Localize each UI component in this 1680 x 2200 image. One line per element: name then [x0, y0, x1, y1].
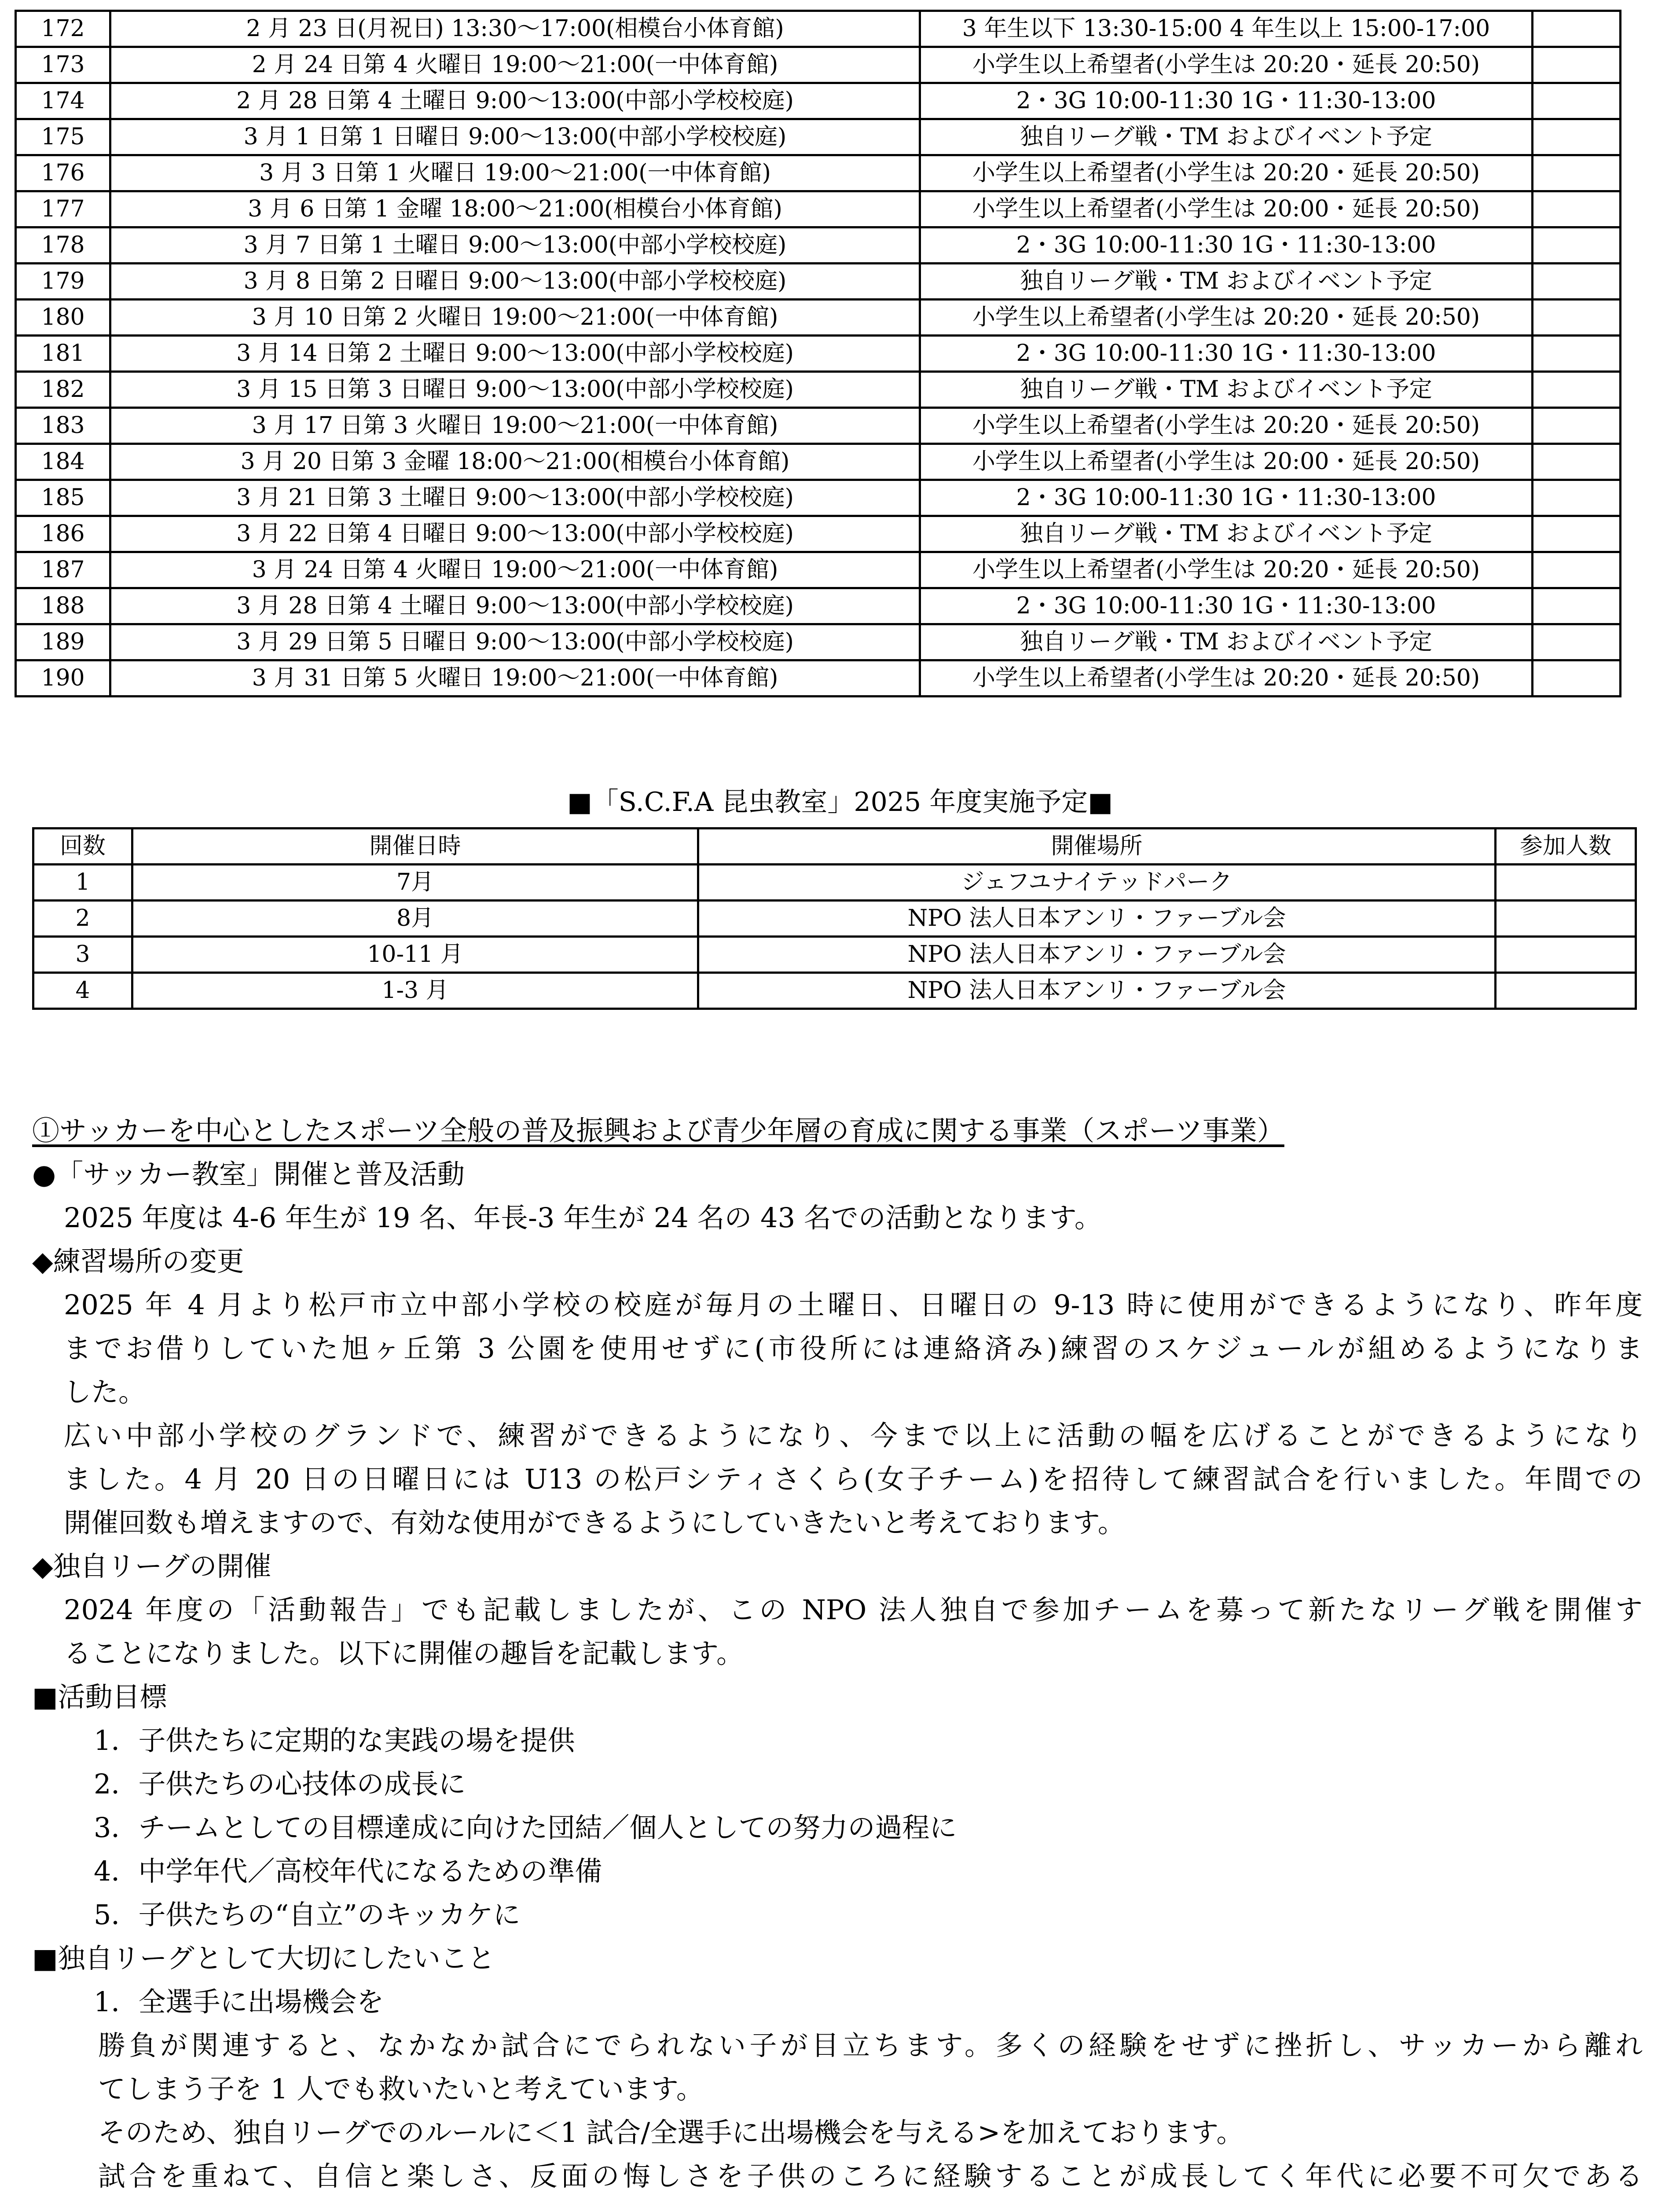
schedule-datetime: 3 月 7 日第 1 土曜日 9:00～13:00(中部小学校校庭): [110, 227, 920, 264]
schedule-blank: [1533, 624, 1621, 660]
schedule-blank: [1533, 588, 1621, 624]
goal-item: 3．チームとしての目標達成に向けた団結／個人としての努力の過程に: [94, 1811, 957, 1844]
schedule-datetime: 3 月 29 日第 5 日曜日 9:00～13:00(中部小学校校庭): [110, 624, 920, 660]
schedule-blank: [1533, 264, 1621, 300]
schedule-row: [16, 372, 1621, 408]
schedule-row: [16, 588, 1621, 624]
schedule-blank: [1533, 83, 1621, 119]
insect-date: 8月: [132, 901, 698, 937]
schedule-note: 2・3G 10:00-11:30 1G・11:30-13:00: [920, 480, 1533, 516]
schedule-row: [16, 119, 1621, 155]
schedule-note: 2・3G 10:00-11:30 1G・11:30-13:00: [920, 588, 1533, 624]
league-text-line: 2024 年度の「活動報告」でも記載しましたが、この NPO 法人独自で参加チームを募って新たなリーグ戦を開催す: [64, 1594, 1643, 1626]
schedule-row: [16, 227, 1621, 264]
schedule-no: 179: [16, 264, 110, 300]
schedule-row: [16, 83, 1621, 119]
schedule-blank: [1533, 552, 1621, 588]
insect-table-header: [33, 829, 1636, 865]
schedule-note: 小学生以上希望者(小学生は 20:20・延長 20:50): [920, 300, 1533, 336]
practice-schedule-table: [15, 10, 1621, 697]
insect-place: NPO 法人日本アンリ・ファーブル会: [698, 973, 1496, 1009]
insect-date: 10-11 月: [132, 937, 698, 973]
schedule-blank: [1533, 336, 1621, 372]
insect-count: [1496, 973, 1636, 1009]
league-title: ◆独自リーグの開催: [32, 1550, 271, 1582]
value-text-line: 勝負が関連すると、なかなか試合にでられない子が目立ちます。多くの経験をせずに挫折し、サッカーから離れ: [98, 2029, 1643, 2061]
schedule-note: 小学生以上希望者(小学生は 20:20・延長 20:50): [920, 660, 1533, 697]
insect-count: [1496, 865, 1636, 901]
schedule-no: 182: [16, 372, 110, 408]
schedule-row: [16, 516, 1621, 552]
schedule-blank: [1533, 660, 1621, 697]
schedule-row: [16, 444, 1621, 480]
schedule-row: [16, 47, 1621, 83]
schedule-note: 2・3G 10:00-11:30 1G・11:30-13:00: [920, 336, 1533, 372]
schedule-blank: [1533, 11, 1621, 47]
schedule-row: [16, 336, 1621, 372]
school-title: ●「サッカー教室」開催と普及活動: [32, 1158, 465, 1190]
venue-text-line: ました。4 月 20 日の日曜日には U13 の松戸シティさくら(女子チーム)を招待して練習試合を行いました。年間での: [64, 1463, 1643, 1495]
schedule-note: 2・3G 10:00-11:30 1G・11:30-13:00: [920, 227, 1533, 264]
schedule-no: 180: [16, 300, 110, 336]
schedule-datetime: 3 月 21 日第 3 土曜日 9:00～13:00(中部小学校校庭): [110, 480, 920, 516]
schedule-datetime: 3 月 24 日第 4 火曜日 19:00～21:00(一中体育館): [110, 552, 920, 588]
insect-no: 2: [33, 901, 132, 937]
schedule-blank: [1533, 444, 1621, 480]
insect-count: [1496, 901, 1636, 937]
insect-row: [33, 937, 1636, 973]
insect-no: 3: [33, 937, 132, 973]
schedule-note: 独自リーグ戦・TM およびイベント予定: [920, 264, 1533, 300]
schedule-no: 185: [16, 480, 110, 516]
header-count: 参加人数: [1496, 829, 1636, 865]
schedule-datetime: 3 月 22 日第 4 日曜日 9:00～13:00(中部小学校校庭): [110, 516, 920, 552]
insect-no: 1: [33, 865, 132, 901]
schedule-datetime: 3 月 8 日第 2 日曜日 9:00～13:00(中部小学校校庭): [110, 264, 920, 300]
schedule-note: 小学生以上希望者(小学生は 20:20・延長 20:50): [920, 47, 1533, 83]
insect-place: NPO 法人日本アンリ・ファーブル会: [698, 901, 1496, 937]
venue-text-line: までお借りしていた旭ヶ丘第 3 公園を使用せずに(市役所には連絡済み)練習のスケジュールが組めるようになりま: [64, 1332, 1643, 1364]
schedule-row: [16, 191, 1621, 227]
schedule-blank: [1533, 480, 1621, 516]
insect-place: NPO 法人日本アンリ・ファーブル会: [698, 937, 1496, 973]
schedule-datetime: 3 月 3 日第 1 火曜日 19:00～21:00(一中体育館): [110, 155, 920, 191]
venue-text-line: 広い中部小学校のグランドで、練習ができるようになり、今まで以上に活動の幅を広げることができるようになり: [64, 1419, 1643, 1452]
schedule-note: 独自リーグ戦・TM およびイベント予定: [920, 624, 1533, 660]
schedule-row: [16, 624, 1621, 660]
schedule-note: 小学生以上希望者(小学生は 20:20・延長 20:50): [920, 408, 1533, 444]
schedule-datetime: 2 月 23 日(月祝日) 13:30～17:00(相模台小体育館): [110, 11, 920, 47]
insect-date: 1-3 月: [132, 973, 698, 1009]
insect-row: [33, 973, 1636, 1009]
schedule-blank: [1533, 227, 1621, 264]
insect-class-table: [32, 827, 1637, 1010]
schedule-datetime: 3 月 1 日第 1 日曜日 9:00～13:00(中部小学校校庭): [110, 119, 920, 155]
schedule-note: 2・3G 10:00-11:30 1G・11:30-13:00: [920, 83, 1533, 119]
venue-text-line: 開催回数も増えますので、有効な使用ができるようにしていきたいと考えております。: [64, 1507, 1125, 1539]
schedule-blank: [1533, 155, 1621, 191]
schedule-no: 187: [16, 552, 110, 588]
goal-item: 2．子供たちの心技体の成長に: [94, 1768, 466, 1800]
schedule-datetime: 3 月 10 日第 2 火曜日 19:00～21:00(一中体育館): [110, 300, 920, 336]
insect-row: [33, 901, 1636, 937]
insect-count: [1496, 937, 1636, 973]
schedule-blank: [1533, 516, 1621, 552]
schedule-blank: [1533, 47, 1621, 83]
schedule-row: [16, 155, 1621, 191]
schedule-row: [16, 660, 1621, 697]
schedule-no: 184: [16, 444, 110, 480]
schedule-no: 189: [16, 624, 110, 660]
schedule-blank: [1533, 119, 1621, 155]
schedule-no: 175: [16, 119, 110, 155]
schedule-no: 181: [16, 336, 110, 372]
schedule-note: 小学生以上希望者(小学生は 20:20・延長 20:50): [920, 155, 1533, 191]
goals-title: ■活動目標: [32, 1681, 167, 1713]
schedule-blank: [1533, 372, 1621, 408]
venue-text-line: した。: [64, 1376, 146, 1408]
insect-no: 4: [33, 973, 132, 1009]
school-text: 2025 年度は 4-6 年生が 19 名、年長-3 年生が 24 名の 43 名での活動となります。: [64, 1202, 1102, 1234]
schedule-note: 小学生以上希望者(小学生は 20:00・延長 20:50): [920, 444, 1533, 480]
schedule-datetime: 3 月 6 日第 1 金曜 18:00～21:00(相模台小体育館): [110, 191, 920, 227]
schedule-row: [16, 552, 1621, 588]
value-text-line: てしまう子を 1 人でも救いたいと考えています。: [98, 2073, 704, 2105]
schedule-no: 176: [16, 155, 110, 191]
goal-item: 5．子供たちの“自立”のキッカケに: [94, 1899, 521, 1931]
schedule-no: 188: [16, 588, 110, 624]
schedule-row: [16, 480, 1621, 516]
schedule-datetime: 3 月 15 日第 3 日曜日 9:00～13:00(中部小学校校庭): [110, 372, 920, 408]
header-place: 開催場所: [698, 829, 1496, 865]
value-item-title: 1．全選手に出場機会を: [94, 1986, 384, 2018]
schedule-no: 183: [16, 408, 110, 444]
schedule-datetime: 3 月 17 日第 3 火曜日 19:00～21:00(一中体育館): [110, 408, 920, 444]
venue-title: ◆練習場所の変更: [32, 1245, 244, 1277]
schedule-datetime: 2 月 28 日第 4 土曜日 9:00～13:00(中部小学校校庭): [110, 83, 920, 119]
schedule-no: 178: [16, 227, 110, 264]
schedule-row: [16, 264, 1621, 300]
schedule-no: 174: [16, 83, 110, 119]
schedule-blank: [1533, 191, 1621, 227]
schedule-row: [16, 408, 1621, 444]
league-text-line: ることになりました。以下に開催の趣旨を記載します。: [64, 1637, 744, 1669]
schedule-blank: [1533, 300, 1621, 336]
header-no: 回数: [33, 829, 132, 865]
schedule-note: 小学生以上希望者(小学生は 20:00・延長 20:50): [920, 191, 1533, 227]
schedule-no: 172: [16, 11, 110, 47]
goal-item: 1．子供たちに定期的な実践の場を提供: [94, 1724, 575, 1756]
schedule-note: 小学生以上希望者(小学生は 20:20・延長 20:50): [920, 552, 1533, 588]
schedule-datetime: 3 月 20 日第 3 金曜 18:00～21:00(相模台小体育館): [110, 444, 920, 480]
insect-date: 7月: [132, 865, 698, 901]
value-text-line: そのため、独自リーグでのルールに＜1 試合/全選手に出場機会を与える>を加えております。: [98, 2116, 1244, 2149]
venue-text-line: 2025 年 4 月より松戸市立中部小学校の校庭が毎月の土曜日、日曜日の 9-13 時に使用ができるようになり、昨年度: [64, 1289, 1643, 1321]
section-heading: ①サッカーを中心としたスポーツ全般の普及振興および青少年層の育成に関する事業（スポーツ事業）: [32, 1115, 1284, 1147]
schedule-datetime: 3 月 14 日第 2 土曜日 9:00～13:00(中部小学校校庭): [110, 336, 920, 372]
value-text-line: [32, 2198, 1643, 2200]
activity-description: [32, 1109, 1643, 2200]
insect-row: [33, 865, 1636, 901]
header-date: 開催日時: [132, 829, 698, 865]
value-text-line: 試合を重ねて、自信と楽しさ、反面の悔しさを子供のころに経験することが成長してく年代に必要不可欠である: [98, 2160, 1643, 2192]
schedule-note: 独自リーグ戦・TM およびイベント予定: [920, 372, 1533, 408]
schedule-row: [16, 11, 1621, 47]
schedule-datetime: 3 月 31 日第 5 火曜日 19:00～21:00(一中体育館): [110, 660, 920, 697]
schedule-no: 173: [16, 47, 110, 83]
schedule-row: [16, 300, 1621, 336]
schedule-note: 独自リーグ戦・TM およびイベント予定: [920, 516, 1533, 552]
schedule-no: 186: [16, 516, 110, 552]
insect-class-title: ■「S.C.F.A 昆虫教室」2025 年度実施予定■: [567, 787, 1113, 818]
values-title: ■独自リーグとして大切にしたいこと: [32, 1942, 495, 1974]
schedule-note: 独自リーグ戦・TM およびイベント予定: [920, 119, 1533, 155]
insect-place: ジェフユナイテッドパーク: [698, 865, 1496, 901]
schedule-blank: [1533, 408, 1621, 444]
schedule-note: 3 年生以下 13:30-15:00 4 年生以上 15:00-17:00: [920, 11, 1533, 47]
schedule-no: 177: [16, 191, 110, 227]
goal-item: 4．中学年代／高校年代になるための準備: [94, 1855, 602, 1887]
schedule-datetime: 2 月 24 日第 4 火曜日 19:00～21:00(一中体育館): [110, 47, 920, 83]
schedule-datetime: 3 月 28 日第 4 土曜日 9:00～13:00(中部小学校校庭): [110, 588, 920, 624]
schedule-no: 190: [16, 660, 110, 697]
